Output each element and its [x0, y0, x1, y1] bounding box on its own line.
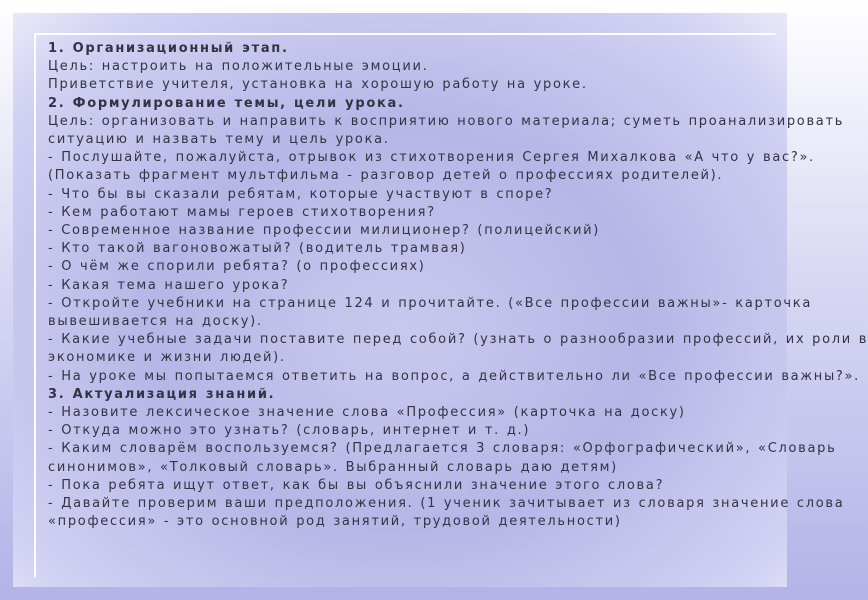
text-line: экономике и жизни людей). [48, 350, 286, 366]
text-line: - Какая тема нашего урока? [48, 277, 290, 293]
text-line: (Показать фрагмент мультфильма - разговор детей о профессиях родителей). [48, 168, 724, 184]
text-line: - Послушайте, пожалуйста, отрывок из стихотворения Сергея Михалкова «А что у вас?». [48, 150, 815, 166]
text-line: - На уроке мы попытаемся ответить на вопрос, а действительно ли «Все профессии важны?». [48, 368, 861, 384]
text-line: - Современное название профессии милиционер? (полицейский) [48, 223, 601, 239]
text-line: - О чём же спорили ребята? (о профессиях) [48, 259, 426, 275]
text-line: синонимов», «Толковый словарь». Выбранный словарь даю детям) [48, 459, 618, 475]
section-heading: 2. Формулирование темы, цели урока. [48, 95, 405, 111]
text-line: Приветствие учителя, установка на хорошую работу на уроке. [48, 77, 588, 93]
text-line: - Каким словарём воспользуемся? (Предлагается 3 словаря: «Орфографический», «Словарь [48, 441, 837, 457]
text-line: ситуацию и назвать тему и цель урока. [48, 132, 390, 148]
text-line: Цель: настроить на положительные эмоции. [48, 59, 429, 75]
text-line: - Что бы вы сказали ребятам, которые участвуют в споре? [48, 186, 554, 202]
section-heading: 1. Организационный этап. [48, 41, 289, 56]
text-line: - Назовите лексическое значение слова «Профессия» (карточка на доску) [48, 405, 686, 421]
text-line: вывешивается на доску). [48, 314, 263, 330]
text-line: - Какие учебные задачи поставите перед собой? (узнать о разнообразии профессий, их роли в [48, 332, 868, 348]
text-line: Цель: организовать и направить к восприятию нового материала; суметь проанализировать [48, 113, 845, 129]
text-line: - Пока ребята ищут ответ, как бы вы объяснили значение этого слова? [48, 477, 665, 493]
text-line: - Откройте учебники на странице 124 и прочитайте. («Все профессии важны»- карточка [48, 295, 812, 311]
text-line: - Откуда можно это узнать? (словарь, интернет и т. д.) [48, 423, 531, 439]
text-line: - Кто такой вагоновожатый? (водитель трамвая) [48, 241, 467, 257]
text-line: - Кем работают мамы героев стихотворения? [48, 204, 436, 220]
lesson-text [48, 40, 868, 531]
text-line: - Давайте проверим ваши предположения. (1 ученик зачитывает из словаря значение слова [48, 496, 845, 512]
text-line: «профессия» - это основной род занятий, трудовой деятельности) [48, 514, 622, 530]
section-heading: 3. Актуализация знаний. [48, 386, 276, 402]
